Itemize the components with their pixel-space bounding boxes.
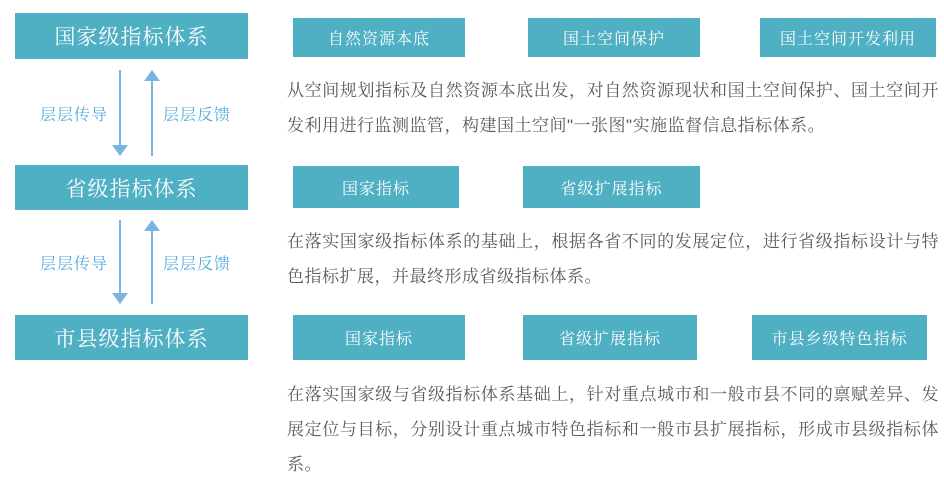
up-arrow-line bbox=[151, 230, 153, 304]
tag-box-city-county-township-special-indicators: 市县乡级特色指标 bbox=[752, 315, 927, 360]
level-box-national: 国家级指标体系 bbox=[15, 13, 248, 59]
tag-box-national-indicators: 国家指标 bbox=[293, 166, 459, 208]
arrow-label-feedback: 层层反馈 bbox=[163, 256, 232, 273]
tag-box-national-indicators: 国家指标 bbox=[293, 315, 465, 360]
tag-box-natural-resource-base: 自然资源本底 bbox=[293, 18, 465, 57]
up-arrow-line bbox=[151, 80, 153, 156]
section-description-provincial: 在落实国家级指标体系的基础上，根据各省不同的发展定位，进行省级指标设计与特色指标扩展，并最终形成省级指标体系。 bbox=[287, 232, 939, 286]
down-arrow-icon bbox=[112, 293, 128, 304]
tag-box-territorial-protection: 国土空间保护 bbox=[528, 18, 700, 57]
tag-box-territorial-development: 国土空间开发利用 bbox=[760, 18, 936, 57]
level-box-city-county: 市县级指标体系 bbox=[15, 315, 248, 360]
arrow-label-transmit: 层层传导 bbox=[40, 107, 109, 124]
section-description-national: 从空间规划指标及自然资源本底出发，对自然资源现状和国土空间保护、国土空间开发利用进行监测监管，构建国土空间"一张图"实施监督信息指标体系。 bbox=[287, 81, 939, 135]
level-box-provincial: 省级指标体系 bbox=[15, 165, 248, 210]
arrow-label-feedback: 层层反馈 bbox=[163, 107, 232, 124]
down-arrow-icon bbox=[112, 145, 128, 156]
arrow-label-transmit: 层层传导 bbox=[40, 256, 109, 273]
tag-box-provincial-extended-indicators: 省级扩展指标 bbox=[523, 315, 697, 360]
down-arrow-line bbox=[119, 70, 121, 146]
tag-box-provincial-extended-indicators: 省级扩展指标 bbox=[523, 166, 700, 208]
section-description-city-county: 在落实国家级与省级指标体系基础上，针对重点城市和一般市县不同的禀赋差异、发展定位与目标，分别设计重点城市特色指标和一般市县扩展指标，形成市县级指标体系。 bbox=[287, 385, 939, 474]
down-arrow-line bbox=[119, 220, 121, 294]
